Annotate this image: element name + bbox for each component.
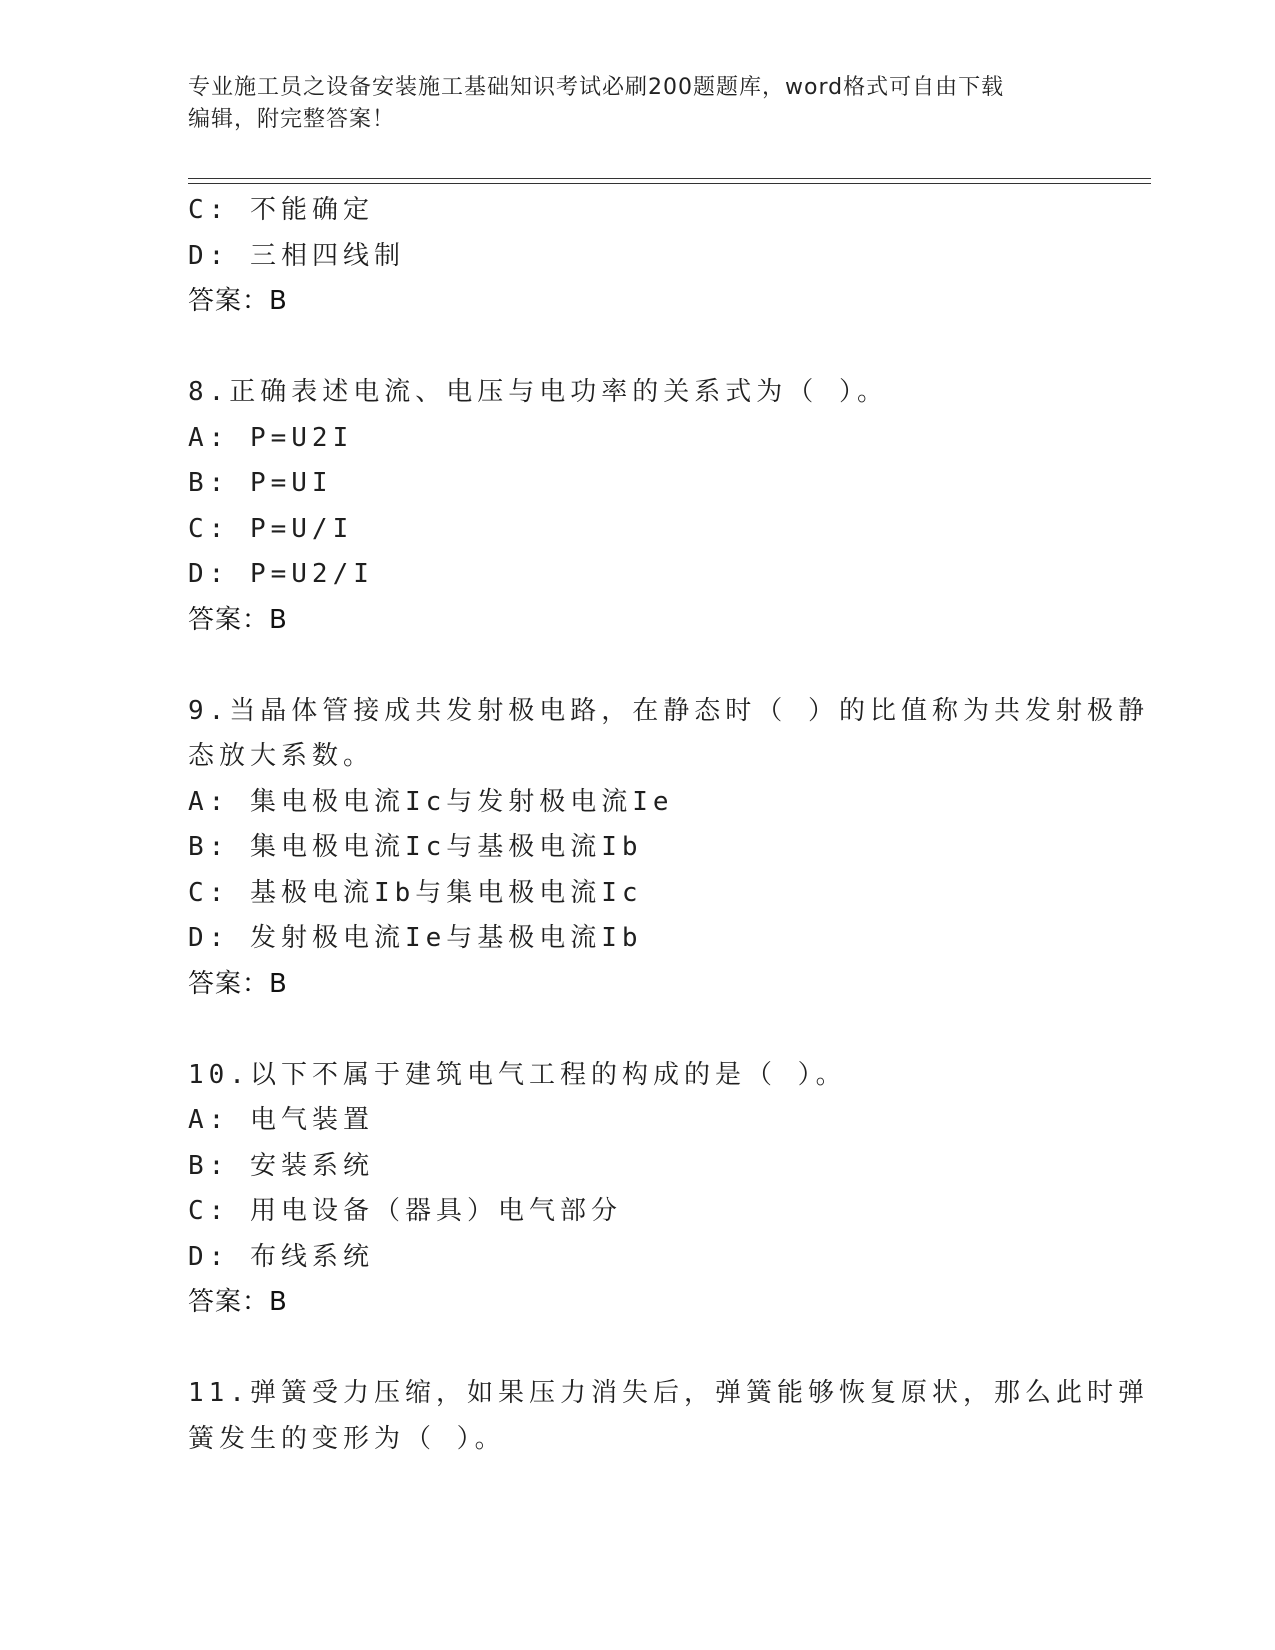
question-block <box>188 370 1088 643</box>
answer-option: A: 电气装置 <box>188 1105 374 1135</box>
answer-option: B: P=UI <box>188 468 333 498</box>
block-spacer <box>188 643 1088 689</box>
answer-option: D: P=U2/I <box>188 559 374 589</box>
document-header <box>188 72 1068 136</box>
answer-key: 答案：B <box>188 1287 288 1317</box>
answer-key: 答案：B <box>188 604 288 635</box>
block-spacer <box>188 1007 1088 1053</box>
answer-option: D: 三相四线制 <box>188 240 405 271</box>
answer-option: C: 不能确定 <box>188 195 374 225</box>
block-spacer <box>188 325 1088 371</box>
header-divider-bottom <box>188 183 1151 184</box>
question-block <box>188 689 1149 1008</box>
header-title-line-2: 编辑，附完整答案！ <box>188 107 396 132</box>
question-block <box>188 188 1088 325</box>
question-block <box>188 1053 1088 1326</box>
answer-option: D: 布线系统 <box>188 1241 374 1272</box>
header-divider-top <box>188 178 1151 179</box>
answer-option: C: 基极电流Ib与集电极电流Ic <box>188 877 643 908</box>
question-text: 态放大系数。 <box>188 741 375 771</box>
answer-key: 答案：B <box>188 968 288 999</box>
question-block <box>188 1371 1149 1462</box>
answer-option: B: 集电极电流Ic与基极电流Ib <box>188 832 643 862</box>
question-list <box>188 188 1149 1462</box>
answer-option: C: P=U/I <box>188 513 354 544</box>
question-text: 簧发生的变形为（ ）。 <box>188 1423 506 1454</box>
question-text: 8.正确表述电流、电压与电功率的关系式为（ ）。 <box>188 377 888 407</box>
header-title-line-1: 专业施工员之设备安装施工基础知识考试必刷200题题库，word格式可自由下载 <box>188 75 1005 100</box>
answer-option: A: 集电极电流Ic与发射极电流Ie <box>188 786 674 817</box>
answer-key: 答案：B <box>188 286 288 316</box>
question-text: 11.弹簧受力压缩，如果压力消失后，弹簧能够恢复原状，那么此时弹 <box>188 1378 1149 1408</box>
answer-option: A: P=U2I <box>188 422 354 453</box>
answer-option: C: 用电设备（器具）电气部分 <box>188 1196 622 1226</box>
answer-option: B: 安装系统 <box>188 1150 374 1181</box>
answer-option: D: 发射极电流Ie与基极电流Ib <box>188 923 643 953</box>
question-text: 9.当晶体管接成共发射极电路，在静态时（ ）的比值称为共发射极静 <box>188 695 1149 726</box>
question-text: 10.以下不属于建筑电气工程的构成的是（ ）。 <box>188 1059 847 1090</box>
block-spacer <box>188 1326 1088 1372</box>
